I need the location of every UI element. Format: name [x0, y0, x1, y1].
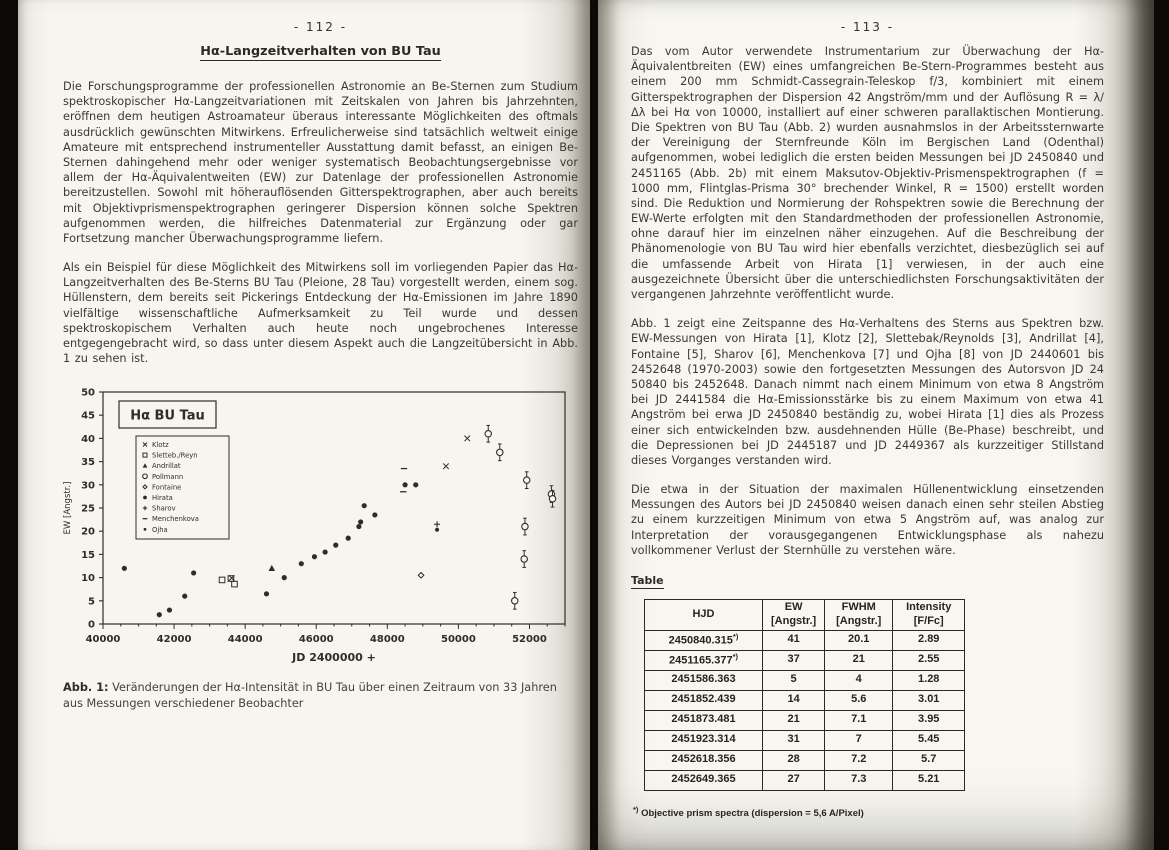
- table-row: [645, 630, 965, 650]
- table-header-cell: HJD: [645, 600, 763, 631]
- table-header-row: [645, 600, 965, 631]
- table-row: [645, 750, 965, 770]
- paragraph-112-1: Die Forschungsprogramme der professionellen Astronomie an Be-Sternen zum Studium spektroskopischer Hα-Langzeitvariationen mit Zeitskalen von Jahren bis Jahrzehnten, eröffnen dem heutigen Astroamateur überaus interessante Möglichkeiten des oftmals ausdrücklich gewünschten Mitwirkens. Erfreulicherweise sind tatsächlich weltweit einige Amateure mit entsprechend instrumenteller Ausstattung damit befasst, an einigen Be-Sternen dahingehend mehr oder weniger systematisch Beobachtungsergebnisse vor allem der Hα-Äquivalentweiten (EW) zur Datenlage der professionellen Astronomie bereitzustellen. Sowohl mit höherauflösenden Gitterspektrographen, aber auch bereits mit Objektivprismenspektrographen geringerer Dispersion können solche Spektren aufgenommen werden, die hilfreiches Datenmaterial zur Ergänzung oder gar Fortsetzung mancher Überwachungsprogramme liefern.: [63, 80, 578, 245]
- article-title: Hα-Langzeitverhalten von BU Tau: [200, 44, 441, 59]
- table-cell: 41: [763, 630, 825, 650]
- page-113: [598, 0, 1154, 850]
- svg-text:20: 20: [81, 527, 95, 539]
- table-cell: 2452618.356: [645, 750, 763, 770]
- figure-caption-text: Veränderungen der Hα-Intensität in BU Tau über einen Zeitraum von 33 Jahren aus Messungen verschiedener Beobachter: [63, 681, 557, 710]
- svg-text:40000: 40000: [85, 634, 121, 646]
- table-cell: 7.2: [825, 750, 893, 770]
- svg-text:Sletteb./Reyn: Sletteb./Reyn: [152, 451, 198, 460]
- table-body: [645, 630, 965, 790]
- table-header-cell: Intensity [F/Fc]: [893, 600, 965, 631]
- page-number-112: - 112 -: [293, 20, 348, 34]
- svg-text:30: 30: [81, 480, 95, 492]
- table-row: [645, 730, 965, 750]
- table-cell: 4: [825, 670, 893, 690]
- table-cell: 2451923.314: [645, 730, 763, 750]
- svg-text:15: 15: [81, 550, 95, 562]
- table-cell: 31: [763, 730, 825, 750]
- table-label: Table: [631, 574, 664, 587]
- table-row: [645, 710, 965, 730]
- svg-text:Andrillat: Andrillat: [152, 462, 181, 471]
- table-header-cell: FWHM [Angstr.]: [825, 600, 893, 631]
- svg-text:40: 40: [81, 434, 95, 446]
- table-cell: 21: [763, 710, 825, 730]
- table-cell: 5.45: [893, 730, 965, 750]
- table-cell: 2451873.481: [645, 710, 763, 730]
- paragraph-113-1: Das vom Autor verwendete Instrumentarium zur Überwachung der Hα-Äquivalentbreiten (EW) eines umfangreichen Be-Stern-Programmes besteht aus einem 200 mm Schmidt-Cassegrain-Teleskop f/3, kombiniert mit einem Gitterspektrographen der Dispersion 42 Angström/mm und der Auflösung R = λ/Δλ bei Hα von 10000, installiert auf einer schweren parallaktischen Montierung. Die Spektren von BU Tau (Abb. 2) wurden ausnahmslos in der Arbeitssternwarte der Vereinigung der Sternfreunde Köln im Bergischen Land (Odenthal) aufgenommen, wobei lediglich die ersten beiden Messungen bei JD 2450840 und 2451165 (Abb. 2b) mit einem Maksutov-Objektiv-Prismenspektrographen (f = 1000 mm, Flintglas-Prisma 30° brechender Winkel, R = 1500) erstellt worden sind. Die Reduktion und Normierung der Rohspektren sowie die Berechnung der EW-Werte erfolgten mit den Standardmethoden der professionellen Astronomie, ohne darauf hier im einzelnen näher einzugehen. Auf die Beschreibung der Phänomenologie von BU Tau wird hier ebenfalls verzichtet, diesbezüglich sei auf die umfassende Arbeit von Hirata [1] verwiesen, in der auch eine ausgezeichnete Übersicht über die unterschiedlichsten Forschungsaktivitäten der vergangenen Jahrzehnte veröffentlicht wurde.: [631, 45, 1104, 301]
- table-cell: 20.1: [825, 630, 893, 650]
- footnote-text: Objective prism spectra (dispersion = 5,6 A/Pixel): [641, 807, 864, 819]
- table-cell: 1.28: [893, 670, 965, 690]
- svg-text:45: 45: [81, 411, 95, 423]
- page-number-113: - 113 -: [840, 20, 895, 34]
- table-cell: 2451165.377*): [645, 650, 763, 670]
- svg-text:35: 35: [81, 457, 95, 469]
- svg-text:50000: 50000: [440, 634, 476, 646]
- svg-text:Klotz: Klotz: [152, 441, 169, 450]
- table-cell: 5.6: [825, 690, 893, 710]
- paragraph-112-2: Als ein Beispiel für diese Möglichkeit des Mitwirkens soll im vorliegenden Papier das Hα-Langzeitverhalten des Be-Sterns BU Tau (Pleione, 28 Tau) vorgestellt werden, einem sog. Hüllenstern, dem bereits seit Pickerings Entdeckung der Hα-Emissionen im Jahre 1890 vielfältige wissenschaftliche Aufmerksamkeit zu Teil wurde und dessen spektroskopischem Verhalten auch heute noch ungebrochenes Interesse entgegengebracht wird, so dass unter diesem Aspekt auch die Langzeitübersicht in Abb. 1 zu sehen ist.: [63, 261, 578, 366]
- table-header: [645, 600, 965, 631]
- svg-text:JD 2400000 +: JD 2400000 +: [292, 651, 376, 665]
- svg-text:46000: 46000: [298, 634, 334, 646]
- svg-text:EW [Angstr.]: EW [Angstr.]: [63, 481, 73, 535]
- table-cell: 2452649.365: [645, 770, 763, 790]
- table-cell: 3.01: [893, 690, 965, 710]
- table-cell: 3.95: [893, 710, 965, 730]
- table-footnote: [633, 805, 1104, 819]
- svg-text:50: 50: [81, 387, 95, 399]
- table-cell: 27: [763, 770, 825, 790]
- svg-text:48000: 48000: [369, 634, 405, 646]
- figure-caption-label: Abb. 1:: [63, 681, 109, 695]
- svg-text:42000: 42000: [156, 634, 192, 646]
- svg-text:0: 0: [88, 619, 95, 631]
- table-cell: 28: [763, 750, 825, 770]
- table-header-cell: EW [Angstr.]: [763, 600, 825, 631]
- table-cell: 21: [825, 650, 893, 670]
- svg-text:Menchenkova: Menchenkova: [152, 515, 199, 524]
- table-cell: 2451852.439: [645, 690, 763, 710]
- measurements-table: [644, 599, 965, 791]
- table-cell: 37: [763, 650, 825, 670]
- svg-text:Hirata: Hirata: [152, 494, 173, 503]
- table-row: [645, 650, 965, 670]
- table-row: [645, 690, 965, 710]
- table-cell: 5: [763, 670, 825, 690]
- svg-text:52000: 52000: [512, 634, 547, 646]
- svg-text:Fontaine: Fontaine: [152, 483, 182, 492]
- svg-text:10: 10: [81, 573, 95, 585]
- table-row: [645, 770, 965, 790]
- table-cell: 14: [763, 690, 825, 710]
- table-cell: 7.1: [825, 710, 893, 730]
- table-cell: 2.89: [893, 630, 965, 650]
- scatter-plot: [57, 380, 579, 672]
- figure-1-chart: [57, 380, 579, 672]
- table-cell: 2450840.315*): [645, 630, 763, 650]
- paragraph-113-3: Die etwa in der Situation der maximalen Hüllenentwicklung einsetzenden Messungen des Autors bei JD 2450840 weisen danach einen sehr steilen Abstieg zu einem kurzzeitigen Minimum von etwa 5 Angström auf, was analog zur Interpretation der vorausgegangenen Entwicklungsphase als nahezu vollkommener Verlust der Sternhülle zu verstehen wäre.: [631, 483, 1104, 557]
- page-112: [18, 0, 590, 850]
- svg-text:25: 25: [81, 503, 95, 515]
- svg-text:44000: 44000: [227, 634, 263, 646]
- footnote-marker: *): [633, 804, 639, 814]
- table-cell: 5.7: [893, 750, 965, 770]
- table-cell: 5.21: [893, 770, 965, 790]
- figure-1-caption: [63, 680, 578, 711]
- table-cell: 2.55: [893, 650, 965, 670]
- table-cell: 7: [825, 730, 893, 750]
- svg-text:Pollmann: Pollmann: [152, 473, 184, 482]
- svg-text:Ojha: Ojha: [152, 526, 168, 535]
- svg-text:5: 5: [88, 596, 95, 608]
- table-row: [645, 670, 965, 690]
- table-cell: 2451586.363: [645, 670, 763, 690]
- paragraph-113-2: Abb. 1 zeigt eine Zeitspanne des Hα-Verhaltens des Sterns aus Spektren bzw. EW-Messungen von Hirata [1], Klotz [2], Slettebak/Reynolds [3], Andrillat [4], Fontaine [5], Sharov [6], Menchenkova [7] und Ojha [8] von JD 2440601 bis 2452648 (1970-2003) sowie den fortgesetzten Messungen des Autorsvon JD 24 50840 bis 2452648. Danach nimmt nach einem Minimum von etwa 8 Angström bei JD 2441584 die Hα-Emissionsstärke bis zu einem Maximum von etwa 41 Angström bei erwa JD 2450840 beständig zu, wobei Hirata [1] dies als Prozess einer sich entwickelnden bzw. ausdehnenden Hülle (Be-Phase) beschreibt, und die Depressionen bei JD 2445187 und JD 2449367 als kurzzeitiger Stillstand dieses Vorganges verstanden wird.: [631, 317, 1104, 467]
- table-cell: 7.3: [825, 770, 893, 790]
- svg-text:Sharov: Sharov: [152, 504, 176, 513]
- svg-text:Hα BU Tau: Hα BU Tau: [130, 408, 205, 424]
